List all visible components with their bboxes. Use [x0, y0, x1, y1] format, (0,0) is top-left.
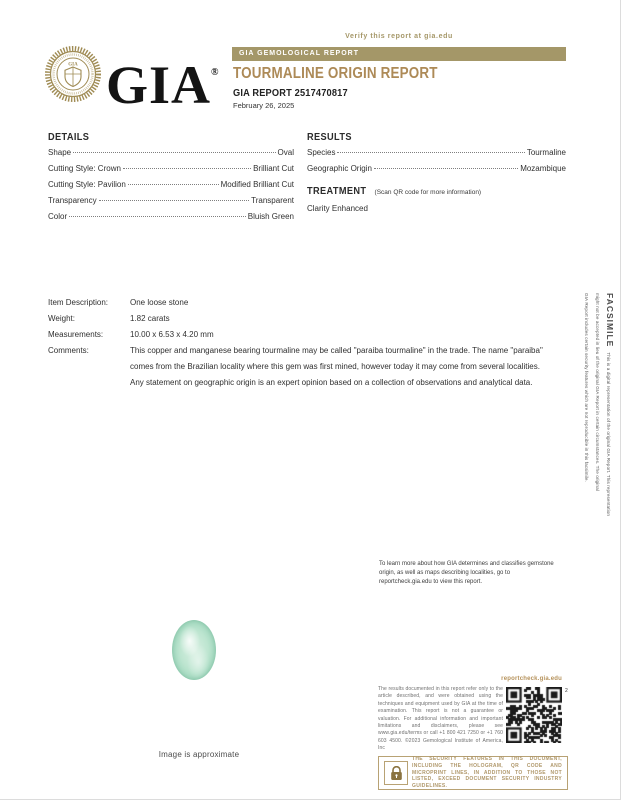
- item-row-description: Item Description: One loose stone: [48, 298, 189, 307]
- learn-more-text: To learn more about how GIA determines and classifies gemstone origin, as well as maps describing localities, go to reportcheck.gia.edu to view this report.: [379, 561, 554, 585]
- comments-paragraph: Any statement on geographic origin is an expert opinion based on a collection of observations and analytical data.: [130, 378, 533, 387]
- treatment-section: [307, 186, 566, 213]
- dotted-leader: [123, 168, 251, 169]
- comments-paragraph: This copper and manganese bearing tourmaline may be called "paraiba tourmaline" in the trade. The name "paraiba" comes from the Brazilian locality where this gem was first mined, however today it may come from several localities.: [130, 346, 543, 371]
- dotted-leader: [99, 200, 250, 201]
- gia-logo: [44, 45, 219, 113]
- detail-row-pavilion: Cutting Style: Pavilion Modified Brilliant Cut: [48, 180, 294, 189]
- item-row-comments: Comments: This copper and manganese bearing tourmaline may be called "paraiba tourmaline" in the trade. The name "paraiba" comes from the Brazilian locality where this gem was first mined, however today it may come from several localities. Any statement on geographic origin is an expert opinion based on a collection of observations and analytical data.: [48, 343, 557, 391]
- dotted-leader: [69, 216, 246, 217]
- details-heading: DETAILS: [48, 132, 90, 143]
- security-notice-text: THE SECURITY FEATURES IN THIS DOCUMENT, INCLUDING THE HOLOGRAM, QR CODE AND MICROPRINT LINES, IN ADDITION TO THOSE NOT LISTED, EXCEED DOCUMENT SECURITY INDUSTRY GUIDELINES.: [412, 756, 562, 790]
- dotted-leader: [337, 152, 524, 153]
- item-row-measurements: Measurements: 10.00 x 6.53 x 4.20 mm: [48, 330, 214, 339]
- details-section: [48, 132, 294, 228]
- gia-logotype: GIA®: [106, 55, 219, 115]
- result-row-origin: Geographic Origin Mozambique: [307, 164, 566, 173]
- gia-seal-icon: [44, 45, 102, 103]
- dotted-leader: [374, 168, 518, 169]
- item-description-section: [48, 295, 557, 391]
- facsimile-title: FACSIMILE: [605, 293, 615, 348]
- detail-row-shape: Shape Oval: [48, 148, 294, 157]
- image-approximate-caption: Image is approximate: [158, 750, 240, 759]
- verify-report-link: Verify this report at gia.edu: [345, 33, 453, 40]
- results-section: [307, 132, 566, 180]
- registered-mark: ®: [211, 67, 219, 78]
- detail-row-crown: Cutting Style: Crown Brilliant Cut: [48, 164, 294, 173]
- report-date: February 26, 2025: [233, 101, 295, 110]
- report-title: TOURMALINE ORIGIN REPORT: [233, 65, 438, 82]
- report-type-banner: GIA GEMOLOGICAL REPORT: [232, 47, 566, 61]
- report-number: GIA REPORT 2517470817: [233, 87, 348, 99]
- treatment-note: (Scan QR code for more information): [374, 189, 482, 196]
- qr-code: [506, 687, 562, 743]
- facsimile-sidebar: FACSIMILE This is a digital representation of the original GIA Report. This representation might not be accepted in lieu of the original GIA Report in certain circumstances. The original GIA Report includes certain security features which are not reproducible in this facsimile.: [584, 293, 615, 517]
- dotted-leader: [128, 184, 219, 185]
- lock-icon: [384, 761, 408, 785]
- results-heading: RESULTS: [307, 132, 352, 143]
- result-row-species: Species Tourmaline: [307, 148, 566, 157]
- gemstone-photo: [172, 620, 216, 680]
- svg-text:GIA: GIA: [68, 62, 78, 68]
- qr-corner-mark: 2: [565, 688, 568, 694]
- dotted-leader: [73, 152, 275, 153]
- treatment-heading: TREATMENT: [307, 186, 367, 197]
- security-notice-box: [378, 756, 568, 790]
- detail-row-transparency: Transparency Transparent: [48, 196, 294, 205]
- treatment-value: Clarity Enhanced: [307, 204, 368, 213]
- legal-disclaimer: The results documented in this report refer only to the article described, and were obtained using the techniques and equipment used by GIA at the time of examination. This report is not a guarantee or valuation. For additional information and important limitations and disclaimers, please see www.gia.edu/terms or call +1 800 421 7250 or +1 760 603 4500. ©2023 Gemological Institute of America, Inc: [378, 686, 503, 752]
- reportcheck-link: reportcheck.gia.edu: [501, 676, 562, 682]
- detail-row-color: Color Bluish Green: [48, 212, 294, 221]
- item-row-weight: Weight: 1.82 carats: [48, 314, 170, 323]
